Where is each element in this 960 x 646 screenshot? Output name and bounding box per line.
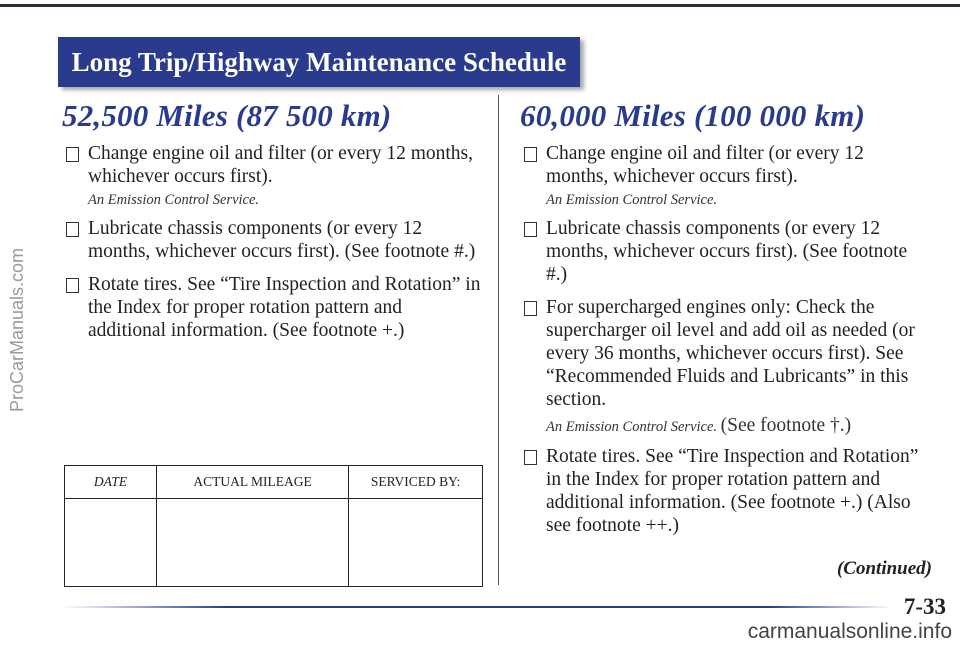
- service-log-table: [64, 465, 483, 587]
- heading-60000-miles: 60,000 Miles (100 000 km): [520, 98, 866, 133]
- column-52500-miles: [62, 98, 482, 342]
- item-text: For supercharged engines only: Check the supercharger oil level and add oil as needed (or every 36 months, whichever occurs first). See “Recommended Fluids and Lubricants” in this section.: [546, 297, 915, 410]
- checkbox-icon: [524, 450, 537, 465]
- column-header-date: DATE: [65, 466, 157, 499]
- emission-note: [546, 415, 930, 437]
- column-divider: [498, 95, 499, 585]
- checklist-item: [520, 296, 930, 411]
- checklist-item: [520, 445, 930, 537]
- emission-note: An Emission Control Service.: [88, 192, 260, 208]
- page-number: 7-33: [903, 594, 946, 619]
- checkbox-icon: [524, 301, 537, 316]
- column-header-serviced-by: SERVICED BY:: [349, 466, 483, 499]
- heading-52500-miles: 52,500 Miles (87 500 km): [62, 98, 392, 133]
- checklist-item: [62, 142, 482, 188]
- checkbox-icon: [66, 222, 79, 237]
- checklist-item: [62, 217, 482, 263]
- column-header-mileage: ACTUAL MILEAGE: [156, 466, 348, 499]
- continued-label: (Continued): [836, 558, 932, 579]
- bottom-rule: [62, 606, 892, 608]
- item-text: Change engine oil and filter (or every 12 months, whichever occurs first).: [88, 143, 474, 187]
- item-text: Change engine oil and filter (or every 12 months, whichever occurs first).: [546, 143, 864, 187]
- item-text: Rotate tires. See “Tire Inspection and Rotation” in the Index for proper rotation pattern and additional information. (See footnote +.) (Also see footnote ++.): [546, 446, 919, 536]
- watermark-text: ProCarManuals.com: [7, 247, 27, 413]
- checkbox-icon: [524, 222, 537, 237]
- serviced-by-cell: [349, 499, 483, 587]
- item-text: Lubricate chassis components (or every 12 months, whichever occurs first). (See footnote #.): [546, 218, 908, 285]
- top-rule: [0, 4, 960, 7]
- checkbox-icon: [524, 147, 537, 162]
- checklist-item: [520, 142, 930, 188]
- checklist-item: [520, 217, 930, 286]
- mileage-cell: [156, 499, 348, 587]
- emission-note: An Emission Control Service.: [546, 192, 718, 208]
- footer-brand: carmanualsonline.info: [747, 620, 952, 643]
- item-text: Rotate tires. See “Tire Inspection and Rotation” in the Index for proper rotation pattern and additional information. (See footnote +.): [88, 274, 481, 341]
- table-row: [65, 499, 483, 587]
- column-60000-miles: [520, 98, 930, 537]
- footnote-dagger: (See footnote †.): [720, 415, 852, 436]
- emission-note-text: An Emission Control Service.: [546, 419, 718, 435]
- checkbox-icon: [66, 147, 79, 162]
- date-cell: [65, 499, 157, 587]
- item-text: Lubricate chassis components (or every 12 months, whichever occurs first). (See footnote #.): [88, 218, 476, 262]
- section-banner: Long Trip/Highway Maintenance Schedule: [58, 37, 580, 87]
- checkbox-icon: [66, 278, 79, 293]
- checklist-item: [62, 273, 482, 342]
